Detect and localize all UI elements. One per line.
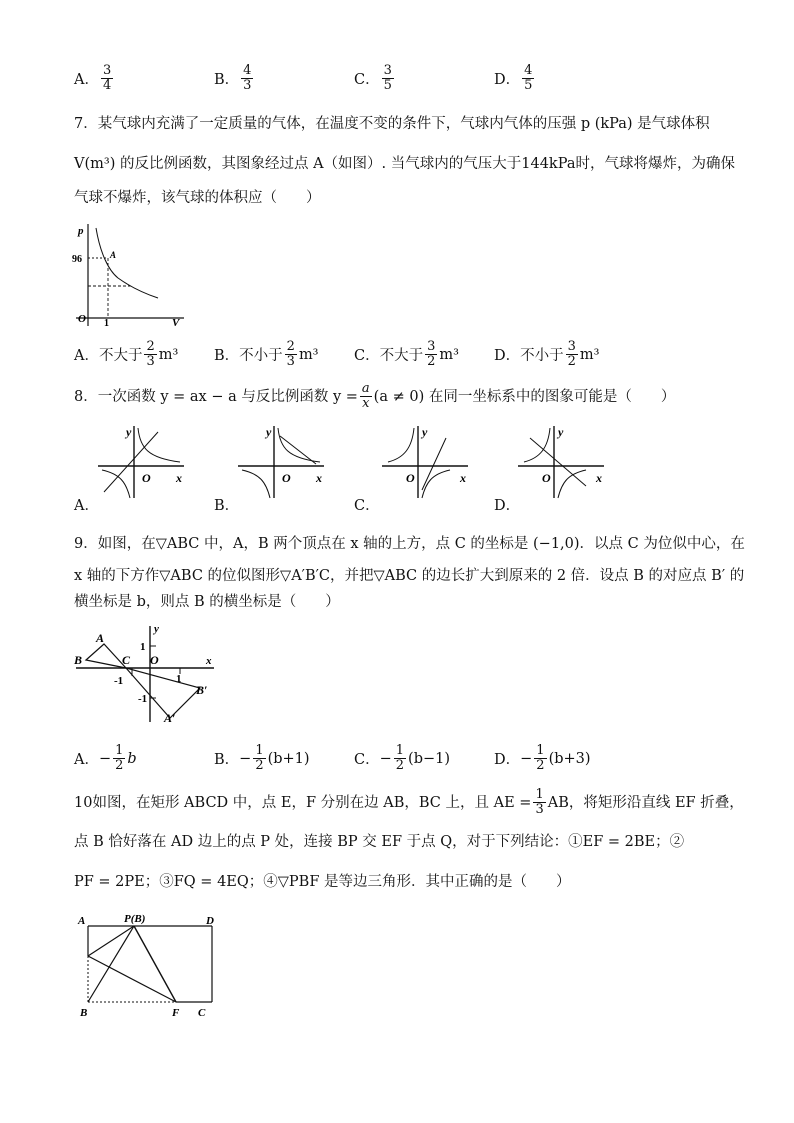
q8-text-b: (a ≠ 0) 在同一坐标系中的图象可能是（ ）: [373, 388, 676, 405]
option-letter: B．: [214, 752, 240, 768]
q8d-o: O: [542, 471, 551, 485]
option-unit: m³: [579, 346, 600, 363]
fraction: $\frac{2}{3}$: [286, 339, 295, 369]
q10-text-a: 10如图，在矩形 ABCD 中，点 E，F 分别在边 AB，BC 上，且 AE =: [74, 794, 532, 811]
q9-text-line1: 9．如图，在▽ABC 中，A，B 两个顶点在 x 轴的上方，点 C 的坐标是 (−1,0)．以点 C 为位似中心，在: [74, 536, 745, 552]
q8a-o: O: [142, 471, 151, 485]
q9-fig-c: C: [122, 653, 131, 667]
option-letter: D．: [494, 72, 521, 88]
q8-graph-d: [516, 424, 612, 500]
q6-option-c[interactable]: [354, 64, 396, 93]
q6-option-a[interactable]: [74, 64, 115, 93]
q8-label-c[interactable]: C．: [354, 498, 380, 514]
q8b-o: O: [282, 471, 291, 485]
fraction: $\frac{4}{5}$: [524, 63, 533, 93]
q8-text-a: 8．一次函数 y = ax − a 与反比例函数 y =: [74, 388, 358, 405]
q7-figure: [72, 218, 188, 330]
q10-fig-a: A: [78, 915, 86, 927]
fraction: $\frac{4}{3}$: [243, 63, 252, 93]
q7-option-d[interactable]: [494, 340, 599, 369]
fraction: $\frac{3}{5}$: [383, 63, 392, 93]
fraction: $\frac{1}{2}$: [255, 743, 264, 773]
q9-option-a[interactable]: [74, 744, 137, 773]
q9-option-c[interactable]: [354, 744, 450, 773]
q8a-x: x: [176, 471, 182, 485]
q8d-y: y: [558, 425, 564, 439]
q9-option-d[interactable]: [494, 744, 591, 773]
option-letter: C．: [354, 752, 380, 768]
q9-fig-a: A: [96, 631, 105, 645]
option-text: 不大于: [98, 348, 143, 364]
q9-fig-b: B: [74, 653, 83, 667]
q9-figure: [72, 622, 220, 724]
q9-fig-y: y: [154, 623, 159, 635]
q8c-o: O: [406, 471, 415, 485]
q7-fig-96: 96: [72, 254, 82, 265]
q10-text-line3: PF = 2PE；③FQ = 4EQ；④▽PBF 是等边三角形．其中正确的是（ ）: [74, 874, 571, 890]
q9-fig-b2: B′: [196, 683, 208, 697]
q10-figure: [76, 910, 222, 1022]
option-sign: −: [98, 750, 112, 767]
q9-fig-1x: 1: [176, 673, 182, 685]
option-sign: −: [379, 750, 392, 767]
q7-fig-a: A: [110, 250, 117, 260]
q6-option-b[interactable]: [214, 64, 255, 93]
option-letter: A．: [74, 72, 99, 88]
q8b-x: x: [316, 471, 322, 485]
q10-fig-d: D: [206, 915, 214, 927]
q9-text-line3: 横坐标是 b，则点 B 的横坐标是（ ）: [74, 594, 340, 610]
q9-fig-neg1x: -1: [114, 675, 124, 687]
q7-text-line3: 气球不爆炸，该气球的体积应（ ）: [74, 190, 321, 206]
option-expr: (b+3): [548, 750, 591, 767]
q8-text: [74, 382, 675, 411]
q8-label-d[interactable]: D．: [494, 498, 521, 514]
option-letter: C．: [354, 72, 380, 88]
option-letter: C．: [354, 348, 380, 364]
q7-text-line1: 7．某气球内充满了一定质量的气体，在温度不变的条件下，气球内气体的压强 p (kPa) 是气球体积: [74, 116, 710, 132]
option-letter: B．: [214, 348, 240, 364]
q10-text-line1: [74, 788, 744, 817]
q10-fig-c: C: [198, 1007, 206, 1019]
q10-fig-pb: P(B): [124, 913, 146, 925]
q6-option-d[interactable]: [494, 64, 536, 93]
option-expr: (b−1): [408, 750, 451, 767]
q7-option-b[interactable]: [214, 340, 319, 369]
q8a-y: y: [126, 425, 132, 439]
fraction: $\frac{1}{2}$: [536, 743, 545, 773]
q9-fig-a2: A′: [164, 711, 176, 724]
q7-option-c[interactable]: [354, 340, 459, 369]
q8-label-b[interactable]: B．: [214, 498, 240, 514]
q7-fig-v: V: [172, 317, 180, 329]
option-text: 不小于: [239, 348, 283, 364]
q8-label-a[interactable]: A．: [74, 498, 99, 514]
q7-fig-p: p: [78, 225, 84, 237]
option-expr: (b+1): [267, 750, 310, 767]
q7-fig-o: O: [78, 313, 86, 325]
q8-graph-c: [380, 424, 476, 500]
q9-fig-neg1y: -1: [138, 693, 148, 705]
option-sign: −: [520, 750, 533, 767]
option-unit: m³: [158, 346, 179, 363]
q7-option-a[interactable]: [74, 340, 178, 369]
q7-fig-1: 1: [104, 318, 109, 329]
q10-text-b: AB，将矩形沿直线 EF 折叠，: [547, 794, 744, 811]
q8-graph-b: [236, 424, 332, 500]
option-unit: m³: [298, 346, 319, 363]
q10-fig-b: B: [80, 1007, 88, 1019]
q7-text-line2: V(m³) 的反比例函数，其图象经过点 A（如图）. 当气球内的气压大于144kPa时，气球将爆炸，为确保: [74, 156, 735, 172]
q8c-y: y: [422, 425, 428, 439]
fraction: $\frac{2}{3}$: [146, 339, 155, 369]
fraction: $\frac{1}{3}$: [535, 787, 544, 817]
fraction: $\frac{3}{2}$: [567, 339, 576, 369]
fraction: $\frac{1}{2}$: [395, 743, 405, 773]
option-unit: m³: [439, 346, 459, 363]
option-letter: A．: [74, 348, 99, 364]
option-expr: b: [127, 750, 137, 767]
option-letter: B．: [214, 72, 240, 88]
option-letter: D．: [494, 348, 521, 364]
q9-fig-o: O: [150, 653, 159, 667]
q8-graph-a: [96, 424, 192, 500]
fraction: $\frac{3}{4}$: [102, 63, 112, 93]
q10-fig-f: F: [172, 1007, 180, 1019]
option-letter: A．: [74, 752, 99, 768]
q8d-x: x: [596, 471, 602, 485]
option-sign: −: [239, 750, 252, 767]
fraction: $\frac{3}{2}$: [427, 339, 436, 369]
q9-option-b[interactable]: [214, 744, 310, 773]
option-text: 不小于: [520, 348, 564, 364]
q9-fig-1y: 1: [140, 641, 146, 653]
fraction: $\frac{a}{x}$: [361, 381, 370, 411]
q8b-y: y: [266, 425, 272, 439]
q9-text-line2: x 轴的下方作▽ABC 的位似图形▽A′B′C，并把▽ABC 的边长扩大到原来的 2 倍．设点 B 的对应点 B′ 的: [74, 568, 745, 584]
q8c-x: x: [460, 471, 466, 485]
q9-fig-x: x: [206, 655, 212, 667]
option-letter: D．: [494, 752, 521, 768]
q10-text-line2: 点 B 恰好落在 AD 边上的点 P 处，连接 BP 交 EF 于点 Q，对于下列结论：①EF = 2BE；②: [74, 834, 685, 850]
fraction: $\frac{1}{2}$: [115, 743, 124, 773]
option-text: 不大于: [379, 348, 424, 364]
